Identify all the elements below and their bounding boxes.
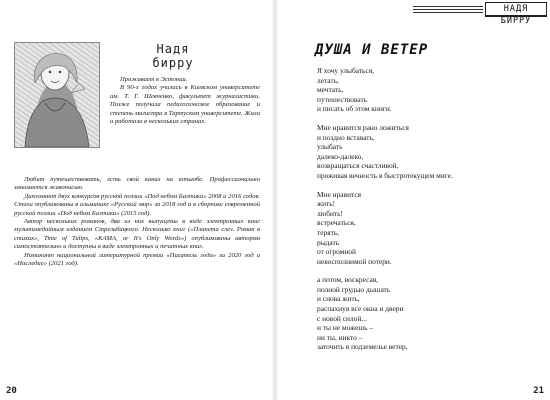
poem-line: Мне нравится рано ложиться (317, 122, 409, 132)
poem-line: и поздно вставать, (317, 132, 375, 142)
author-name (128, 42, 218, 70)
poem-line: и снова жить, (317, 294, 360, 304)
poem-stanza (317, 190, 537, 267)
running-title: НАДЯ БИРРУ (485, 2, 547, 17)
poem-line: встречаться, (317, 218, 356, 228)
bio-paragraph: Номинант национальной литературной премии «Писатель года» за 2020 год и «Наследие» (2021 год). (14, 251, 260, 268)
bio-column (110, 76, 260, 126)
bio-paragraph: Автор нескольких романов, два из них выпущены в виде электронных книг мультимедийным изданием Стрельбицкого. Несколько книг («Планета слез. Роман в стихах», Time of Tulips, «КАМА, or It's Only Words») опубликованы автором самостоятельно и доступны в виде электронных и печатных книг. (14, 218, 260, 251)
poem-line: далеко-далеко, (317, 151, 364, 161)
page-number-left: 20 (6, 386, 17, 396)
bio-paragraph: Любит путешествовать, есть свой канал на ютьюбе. Профессионально занимается живописью. (14, 176, 260, 192)
running-header (413, 2, 550, 26)
poem-stanza (317, 66, 537, 114)
poem-line: возвращаться счастливой, (317, 161, 399, 171)
poem-line: мечтать, (317, 85, 344, 95)
poem-line: проживая вечность в быстротекущем миге. (317, 170, 453, 180)
poem-line: невосполнимой потери. (317, 256, 392, 266)
poem-line: Я хочу улыбаться, (317, 66, 374, 75)
poem-body (317, 66, 537, 361)
poem-line: заточить в подземелье ветер, (317, 342, 408, 352)
poem-line: улыбать (317, 142, 343, 152)
author-name-line-2: бирру (152, 56, 194, 70)
bio-paragraph: Дипломант двух конкурсов русской поэзии «Под небом Балтики» 2008 и 2016 годов. Стихи опубликованы в альманахе «Русский мир» за 2018 год и в сборнике современной русской поэзии «Под небом Балтики» (2015 год). (14, 192, 260, 217)
poem-line: жить! (317, 199, 336, 209)
author-portrait (14, 42, 100, 148)
poem-line: Мне нравится (317, 189, 362, 199)
page-number-right: 21 (533, 386, 544, 396)
bio-full-width (14, 176, 260, 268)
poem-line: и писать об этом книги. (317, 104, 392, 114)
poem-line: терять, (317, 227, 340, 237)
poem-line: путешествовать (317, 94, 368, 104)
bio-paragraph: Проживает в Эстонии. (120, 76, 188, 83)
poem-line: полной грудью дышать (317, 284, 391, 294)
header-stripes (413, 6, 483, 14)
author-name-line-1: Надя (156, 42, 190, 56)
poem-line: и ты не можешь – (317, 323, 374, 333)
poem-line: а потом, воскресая, (317, 275, 378, 285)
portrait-sketch (15, 43, 99, 147)
bio-paragraph: В 90-х годах училась в Киевском университете им. Т. Г. Шевченко, факультет журналистики. Позже получила педагогическое образование и степень магистра в Тартуском университете. Жила и работала в нескольких странах. (110, 84, 260, 126)
poem-line: распахнув все окна и двери (317, 304, 404, 314)
poem-stanza (317, 275, 537, 352)
poem-line: любить! (317, 208, 343, 218)
poem-line: с новой силой... (317, 313, 367, 323)
right-page (275, 0, 550, 400)
poem-line: рыдать (317, 237, 340, 247)
poem-stanza (317, 123, 537, 181)
poem-line: от огромной (317, 247, 356, 257)
poem-line: летать, (317, 75, 339, 85)
poem-line: ни ты, никто – (317, 332, 363, 342)
poem-title: ДУША И ВЕТЕР (315, 42, 429, 58)
